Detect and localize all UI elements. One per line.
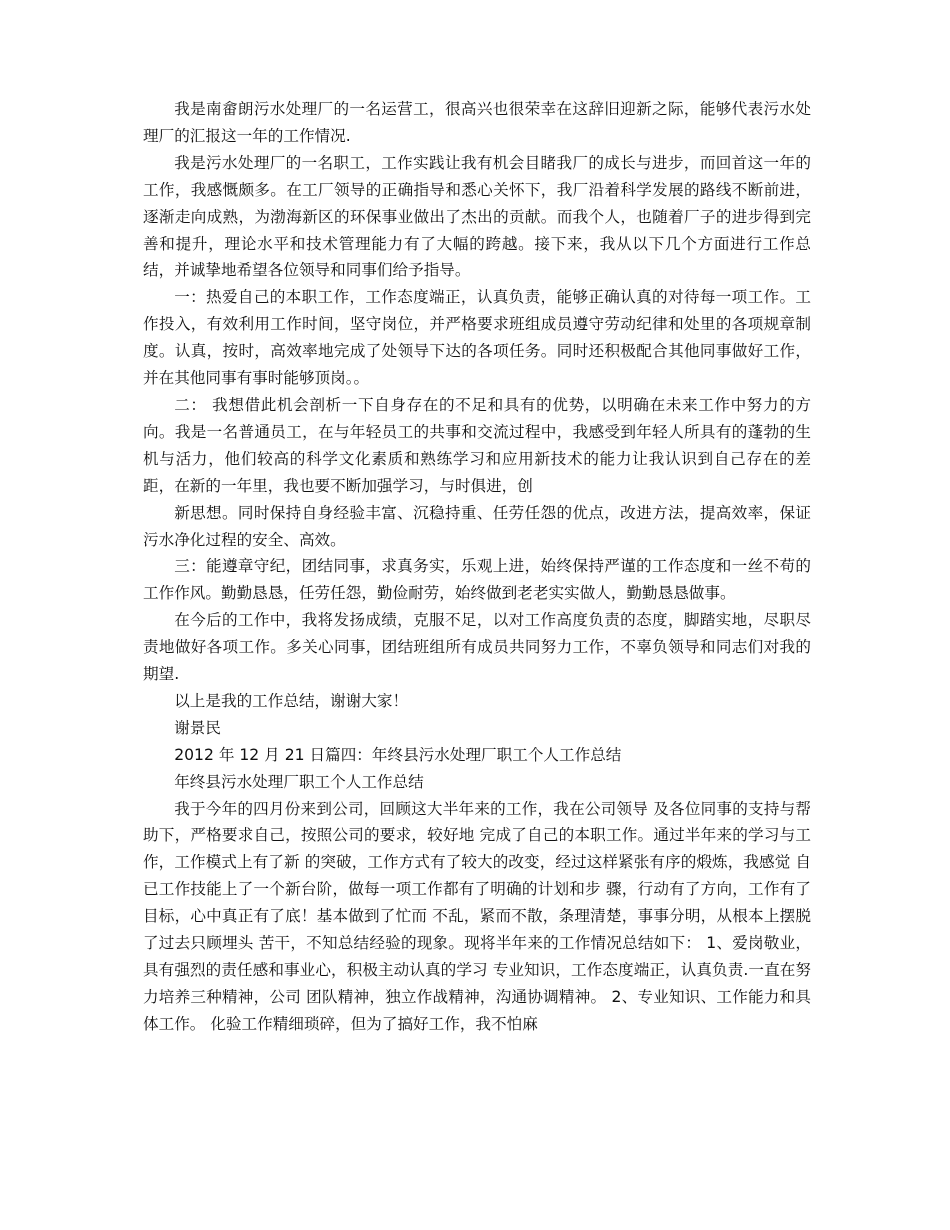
paragraph-point-three: 三：能遵章守纪，团结同事，求真务实，乐观上进，始终保持严谨的工作态度和一丝不苟的工作作风。勤勤恳恳，任劳任怨，勤俭耐劳，始终做到老老实实做人，勤勤恳恳做事。 bbox=[143, 557, 811, 603]
paragraph-point-two-continued: 新思想。同时保持自身经验丰富、沉稳持重、任劳任怨的优点，改进方法，提高效率，保证污水净化过程的安全、高效。 bbox=[143, 503, 811, 549]
date-section-heading: 2012 年 12 月 21 日篇四：年终县污水处理厂职工个人工作总结 bbox=[174, 745, 622, 764]
paragraph-review: 我是污水处理厂的一名职工，工作实践让我有机会目睹我厂的成长与进步，而回首这一年的工作，我感慨颇多。在工厂领导的正确指导和悉心关怀下，我厂沿着科学发展的路线不断前进，逐渐走向成熟，为渤海新区的环保事业做出了杰出的贡献。而我个人，也随着厂子的进步得到完善和提升，理论水平和技术管理能力有了大幅的跨越。接下来，我从以下几个方面进行工作总结，并诚挚地希望各位领导和同事们给予指导。 bbox=[143, 153, 811, 280]
paragraph-intro: 我是南畲朗污水处理厂的一名运营工，很高兴也很荣幸在这辞旧迎新之际，能够代表污水处理厂的汇报这一年的工作情况. bbox=[143, 100, 811, 145]
section-title: 年终县污水处理厂职工个人工作总结 bbox=[174, 772, 424, 791]
paragraph-point-one: 一：热爱自己的本职工作，工作态度端正，认真负责，能够正确认真的对待每一项工作。工作投入，有效利用工作时间，坚守岗位，并严格要求班组成员遵守劳动纪律和处里的各项规章制度。认真，按时，高效率地完成了处领导下达的各项任务。同时还积极配合其他同事做好工作，并在其他同事有事时能够顶岗。。 bbox=[143, 288, 811, 388]
paragraph-section-body: 我于今年的四月份来到公司，回顾这大半年来的工作，我在公司领导 及各位同事的支持与帮助下，严格要求自己，按照公司的要求，较好地 完成了自己的本职工作。通过半年来的学习与工作，工作模式上有了新 的突破，工作方式有了较大的改变，经过这样紧张有序的煅炼，我感觉 自已工作技能上了一个新台阶，做每一项工作都有了明确的计划和步 骤，行动有了方向，工作有了目标，心中真正有了底！基本做到了忙而 不乱，紧而不散，条理清楚，事事分明，从根本上摆脱了过去只顾埋头 苦干，不知总结经验的现象。现将半年来的工作情况总结如下： 1、爱岗敬业，具有强烈的责任感和事业心，积极主动认真的学习 专业知识，工作态度端正，认真负责.一直在努力培养三种精神，公司 团队精神，独立作战精神，沟通协调精神。 2、专业知识、工作能力和具体工作。 化验工作精细琐碎，但为了搞好工作，我不怕麻 bbox=[143, 799, 811, 1033]
paragraph-closing: 以上是我的工作总结，谢谢大家！ bbox=[174, 691, 409, 710]
paragraph-point-two: 二： 我想借此机会剖析一下自身存在的不足和具有的优势，以明确在未来工作中努力的方向。我是一名普通员工，在与年轻员工的共事和交流过程中，我感受到年轻人所具有的蓬勃的生机与活力，他们较高的科学文化素质和熟练学习和应用新技术的能力让我认识到自己存在的差距，在新的一年里，我也要不断加强学习，与时俱进，创 bbox=[143, 395, 811, 495]
paragraph-future: 在今后的工作中，我将发扬成绩，克服不足，以对工作高度负责的态度，脚踏实地，尽职尽责地做好各项工作。多关心同事，团结班组所有成员共同努力工作，不辜负领导和同志们对我的期望. bbox=[143, 611, 811, 684]
document-body bbox=[143, 96, 811, 1038]
author-signature: 谢景民 bbox=[174, 718, 221, 737]
